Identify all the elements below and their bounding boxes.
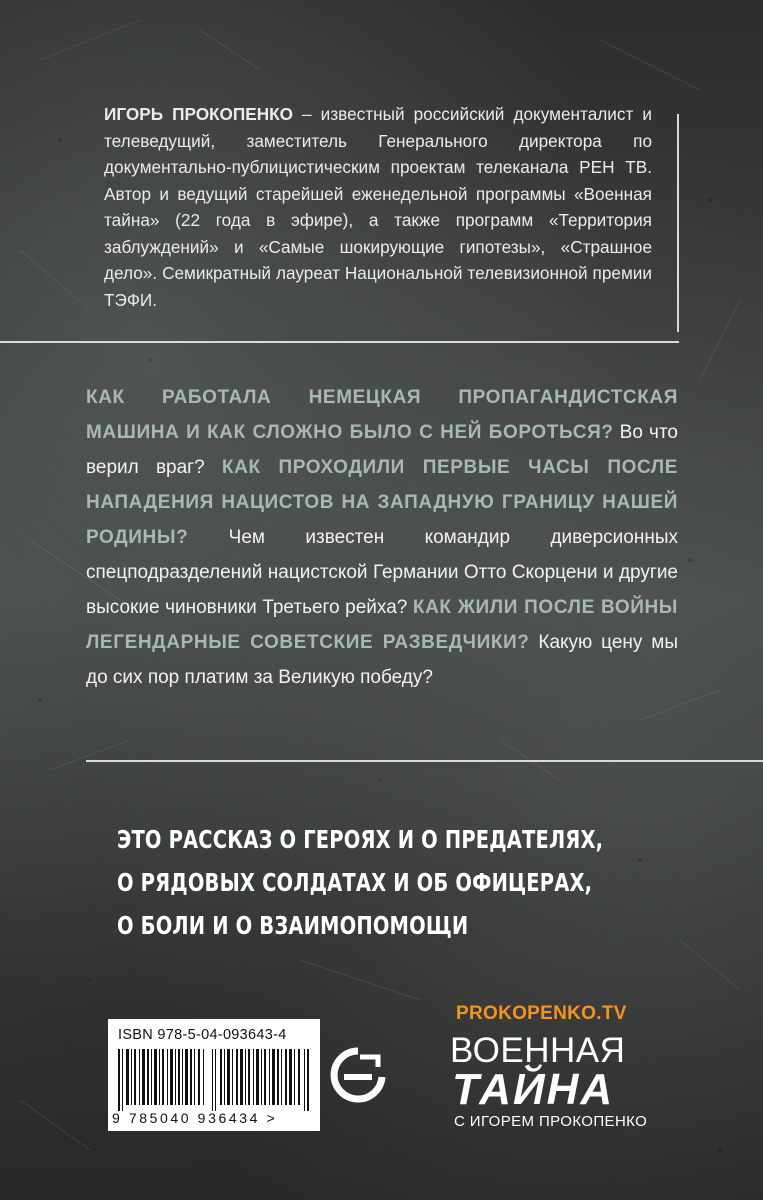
eksmo-logo-icon xyxy=(330,1047,386,1103)
author-bio-text: – известный российский документалист и телеведущий, заместитель Генерального директора по документально-публицистическим проектам телеканала РЕН ТВ. Автор и ведущий старейшей еженедельной программы «Военная тайна» (22 года в эфире), а также программ «Территория заблуждений» и «Самые шокирующие гипотезы», «Страшное дело». Семикратный лауреат Национальной телевизионной премии ТЭФИ. xyxy=(104,104,652,310)
site-url: PROKOPENKO.TV xyxy=(456,1003,627,1024)
pitch-line-1: ЭТО РАССКАЗ О ГЕРОЯХ И О ПРЕДАТЕЛЯХ, xyxy=(117,825,604,854)
question-text-1: Во что верил враг? xyxy=(86,422,678,478)
question-text-3: Какую цену мы до сих пор платим за Великую победу? xyxy=(86,632,678,688)
barcode-bars xyxy=(118,1049,310,1111)
isbn-label: ISBN 978-5-04-093643-4 xyxy=(118,1027,287,1043)
pitch-line-3: О БОЛИ И О ВЗАИМОПОМОЩИ xyxy=(117,911,469,940)
pitch-block xyxy=(117,818,604,947)
series-title-line-2: ТАЙНА xyxy=(452,1065,615,1114)
divider-top xyxy=(0,341,679,343)
barcode xyxy=(108,1019,320,1131)
author-name: ИГОРЬ ПРОКОПЕНКО xyxy=(104,104,294,124)
barcode-digits: 9 785040 936434 > xyxy=(112,1110,278,1126)
questions-block xyxy=(86,380,678,695)
divider-bottom xyxy=(86,760,763,762)
author-bio xyxy=(104,101,652,313)
question-highlight-1: КАК РАБОТАЛА НЕМЕЦКАЯ ПРОПАГАНДИСТСКАЯ МАШИНА И КАК СЛОЖНО БЫЛО С НЕЙ БОРОТЬСЯ? xyxy=(86,387,678,443)
pitch-line-2: О РЯДОВЫХ СОЛДАТАХ И ОБ ОФИЦЕРАХ, xyxy=(117,868,593,897)
question-highlight-3: КАК ЖИЛИ ПОСЛЕ ВОЙНЫ ЛЕГЕНДАРНЫЕ СОВЕТСКИЕ РАЗВЕДЧИКИ? xyxy=(86,597,678,653)
divider-vertical xyxy=(677,114,679,332)
series-subtitle: С ИГОРЕМ ПРОКОПЕНКО xyxy=(454,1113,648,1130)
question-text-2: Чем известен командир диверсионных спецподразделений нацистской Германии Отто Скорцени и другие высокие чиновники Третьего рейха? xyxy=(86,527,678,618)
question-highlight-2: КАК ПРОХОДИЛИ ПЕРВЫЕ ЧАСЫ ПОСЛЕ НАПАДЕНИЯ НАЦИСТОВ НА ЗАПАДНУЮ ГРАНИЦУ НАШЕЙ РОДИНЫ? xyxy=(86,457,679,548)
series-title-line-1: ВОЕННАЯ xyxy=(450,1031,626,1070)
